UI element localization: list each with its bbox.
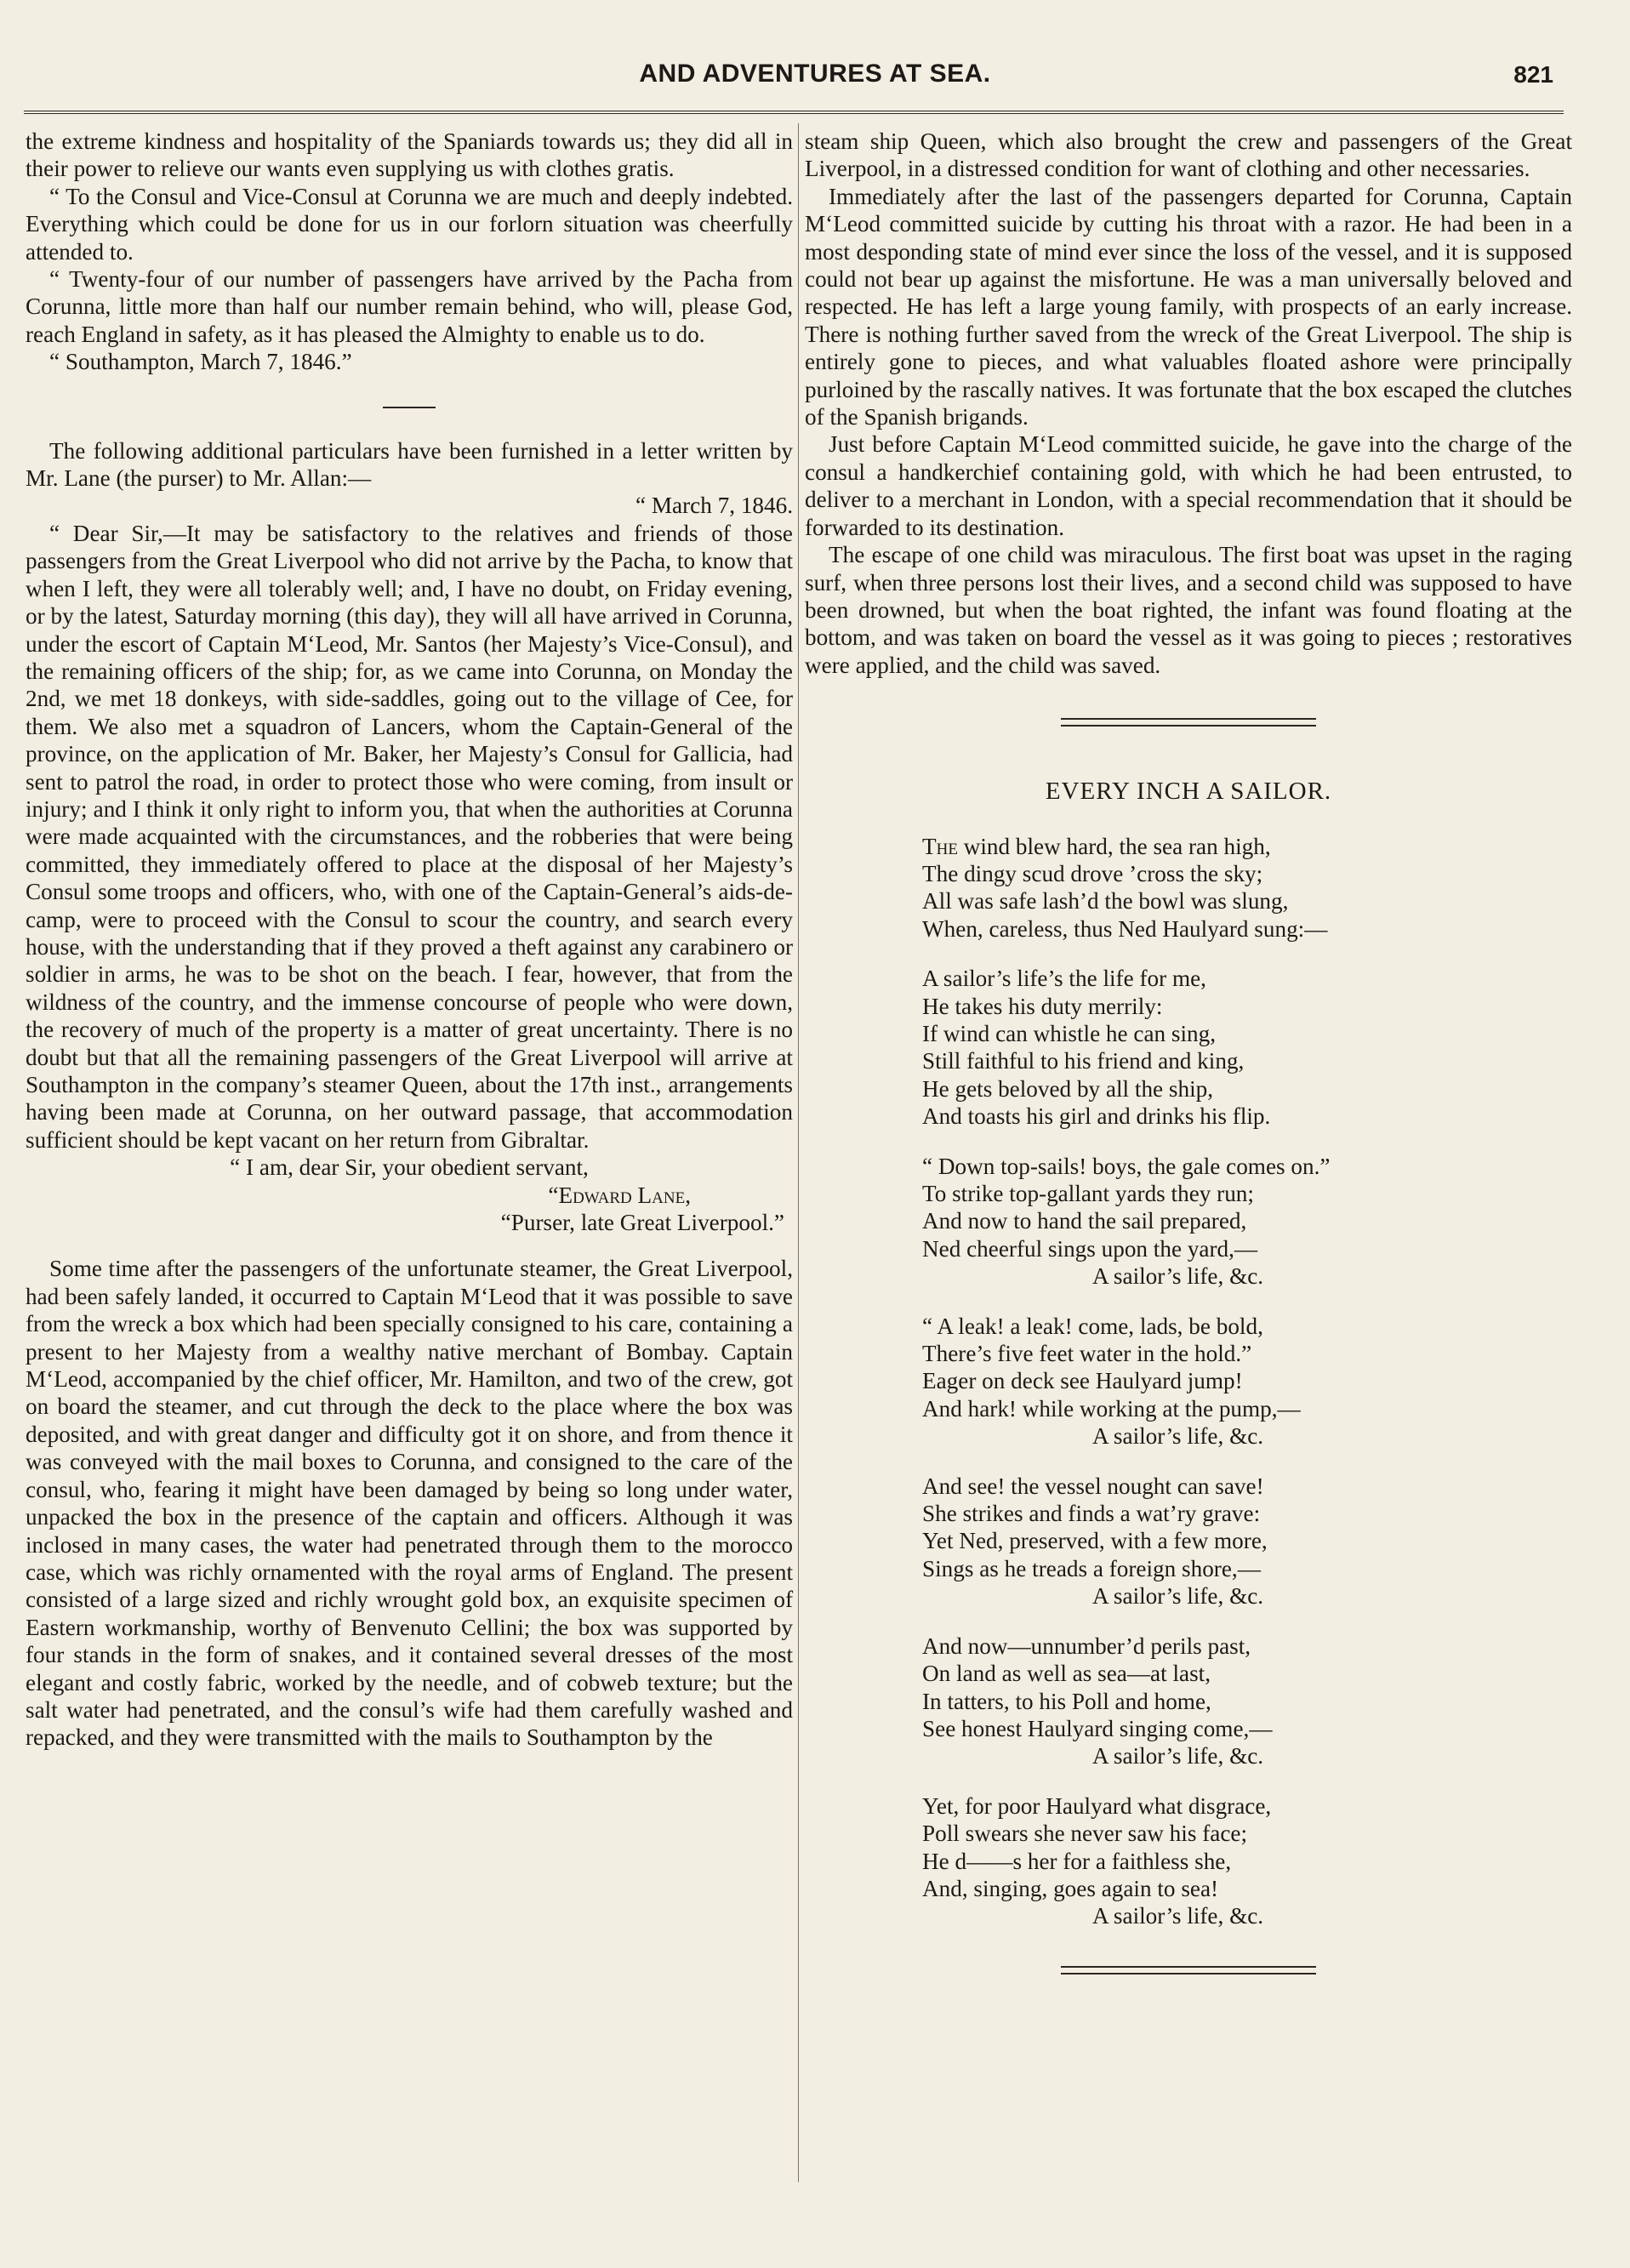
poem-line: He takes his duty merrily: (922, 993, 1163, 1019)
poem-line: Poll swears she never saw his face; (922, 1821, 1248, 1847)
column-divider (798, 123, 799, 2182)
poem-line: All was safe lash’d the bowl was slung, (922, 888, 1289, 915)
poem-line: See honest Haulyard singing come,— (922, 1715, 1273, 1741)
paragraph: “ To the Consul and Vice-Consul at Corunna we are much and deeply indebted. Everything which could be done for us in our forlorn situation was cheerfully attended to. (26, 183, 793, 265)
poem-stanza (922, 833, 1572, 943)
poem-first-word: The (922, 833, 958, 859)
poem-line: And now to hand the sail prepared, (922, 1208, 1247, 1234)
signature-title: “Purser, late Great Liverpool.” (500, 1210, 784, 1236)
poem-line: She strikes and finds a wat’ry grave: (922, 1501, 1261, 1527)
paragraph: Immediately after the last of the passengers departed for Corunna, Captain M‘Leod committed suicide by cutting his throat with a razor. He had been in a most desponding state of mind ever since the loss of the vessel, and it is supposed could not bear up against the misfortune. He was a man universally beloved and respected. He has left a large young family, with prospects of an early increase. There is nothing further saved from the wreck of the Great Liverpool. The ship is entirely gone to pieces, and what valuables floated ashore were principally purloined by the rascally natives. It was fortunate that the box escaped the clutches of the Spanish brigands. (805, 183, 1572, 430)
paragraph: Just before Captain M‘Leod committed suicide, he gave into the charge of the consul a handkerchief containing gold, with which he had been entrusted, to deliver to a merchant in London, with a special recommendation that it should be forwarded to its destination. (805, 431, 1572, 540)
poem-line: “ A leak! a leak! come, lads, be bold, (922, 1313, 1263, 1339)
poem-stanza (922, 1792, 1572, 1930)
poem-line: And now—unnumber’d perils past, (922, 1633, 1251, 1659)
poem-line: And see! the vessel nought can save! (922, 1473, 1264, 1499)
poem-line: Eager on deck see Haulyard jump! (922, 1368, 1243, 1394)
poem-stanza (922, 1473, 1572, 1610)
header-rule (24, 111, 1564, 114)
end-double-rule (1061, 1966, 1316, 1975)
paragraph: the extreme kindness and hospitality of the Spaniards towards us; they did all in their power to relieve our wants even supplying us with clothes gratis. (26, 128, 793, 182)
poem-stanza (922, 965, 1572, 1130)
poem-line: In tatters, to his Poll and home, (922, 1688, 1211, 1714)
paragraph: The escape of one child was miraculous. The first boat was upset in the raging surf, when three persons lost their lives, and a second child was supposed to have been drowned, but when the boat righted, the infant was found floating at the bottom, and was taken on board the vessel as it was going to pieces ; restoratives were applied, and the child was saved. (805, 542, 1572, 678)
poem-line: There’s five feet water in the hold.” (922, 1341, 1252, 1367)
left-column (26, 128, 793, 1752)
letter-date: “ March 7, 1846. (635, 493, 793, 519)
poem (922, 833, 1572, 1930)
poem-line: “ Down top-sails! boys, the gale comes on.” (922, 1153, 1331, 1179)
right-column (805, 128, 1572, 1975)
running-head (0, 60, 1630, 102)
poem-refrain: A sailor’s life, &c. (1092, 1423, 1264, 1450)
paragraph: “ Twenty-four of our number of passengers have arrived by the Pacha from Corunna, little more than half our number remain behind, who will, please God, reach England in safety, as it has pleased the Almighty to enable us to do. (26, 266, 793, 347)
poem-line: The dingy scud drove ’cross the sky; (922, 860, 1263, 886)
poem-refrain: A sailor’s life, &c. (1092, 1583, 1264, 1610)
poem-line: He d——s her for a faithless she, (922, 1848, 1232, 1874)
letter-body: “ Dear Sir,—It may be satisfactory to the relatives and friends of those passengers from the Great Liverpool who did not arrive by the Pacha, to know that when I left, they were all tolerably well; and, I have no doubt, on Friday evening, or by the latest, Saturday morning (this day), they will all have arrived in Corunna, under the escort of Captain M‘Leod, Mr. Santos (her Majesty’s Vice-Consul), and the remaining officers of the ship; for, as we came into Corunna, on Monday the 2nd, we met 18 donkeys, with side-saddles, going out to the village of Cee, for them. We also met a squadron of Lancers, whom the Captain-General of the province, on the application of Mr. Baker, her Majesty’s Consul for Gallicia, had sent to patrol the road, in order to protect those who were coming, from insult or injury; and I think it only right to inform you, that when the authorities at Corunna were made acquainted with the circumstances, and the robberies that were being committed, they immediately offered to place at the disposal of her Majesty’s Consul some troops and officers, who, with one of the Captain-General’s aids-de-camp, were to proceed with the Consul to scour the country, and search every house, with the understanding that if they proved a theft against any carabinero or soldier in arms, he was to be shot on the beach. I fear, however, that from the wildness of the country, and the immense concourse of people who were down, the recovery of much of the property is a matter of great uncertainty. There is no doubt but that all the remaining passengers of the Great Liverpool will arrive at Southampton in the company’s steamer Queen, about the 17th inst., arrangements having been made at Corunna, on her outward passage, that accommodation sufficient should be kept vacant on her return from Gibraltar. (26, 520, 793, 1153)
poem-line: Sings as he treads a foreign shore,— (922, 1555, 1261, 1581)
poem-refrain: A sailor’s life, &c. (1092, 1903, 1264, 1929)
page-number: 821 (1513, 61, 1553, 88)
letter-signoff: “ I am, dear Sir, your obedient servant, (230, 1154, 589, 1181)
paragraph: Some time after the passengers of the unfortunate steamer, the Great Liverpool, had been safely landed, it occurred to Captain M‘Leod that it was possible to save from the wreck a box which had been specially consigned to his care, containing a present to her Majesty from a wealthy native merchant of Bombay. Captain M‘Leod, accompanied by the chief officer, Mr. Hamilton, and two of the crew, got on board the steamer, and cut through the deck to the place where the box was deposited, and with great danger and difficulty got it on shore, and from thence it was conveyed with the mail boxes to Corunna, and consigned to the care of the consul, who, fearing it might have been damaged by being so long under water, unpacked the box in the presence of the captain and officers. Although it was inclosed in many cases, the water had penetrated through them to the morocco case, which was richly ornamented with the royal arms of England. The present consisted of a large sized and richly wrought gold box, an exquisite specimen of Eastern workmanship, worthy of Benvenuto Cellini; the box was supported by four stands in the form of snakes, and it contained several dresses of the most elegant and costly fabric, worked by the needle, and of cobweb texture; but the salt water had penetrated, and the consul’s wife had them carefully washed and repacked, and they were transmitted with the mails to Southampton by the (26, 1256, 793, 1751)
section-double-rule (1061, 718, 1316, 727)
section-rule (383, 407, 436, 408)
poem-line: When, careless, thus Ned Haulyard sung:— (922, 915, 1328, 942)
poem-line: Yet, for poor Haulyard what disgrace, (922, 1792, 1272, 1819)
paragraph: The following additional particulars have been furnished in a letter written by Mr. Lane (the purser) to Mr. Allan:— (26, 437, 793, 492)
poem-stanza (922, 1153, 1572, 1291)
poem-line: On land as well as sea—at last, (922, 1661, 1211, 1687)
poem-line: A sailor’s life’s the life for me, (922, 966, 1206, 992)
poem-line: He gets beloved by all the ship, (922, 1075, 1214, 1102)
dateline: “ Southampton, March 7, 1846.” (49, 349, 352, 375)
poem-stanza (922, 1313, 1572, 1450)
signature-name: “Edward Lane, (548, 1182, 691, 1208)
spacer (26, 1236, 793, 1255)
poem-line (922, 833, 1572, 860)
paragraph: steam ship Queen, which also brought the crew and passengers of the Great Liverpool, in a distressed condition for want of clothing and other necessaries. (805, 128, 1572, 182)
poem-refrain: A sailor’s life, &c. (1092, 1263, 1264, 1290)
poem-line: And hark! while working at the pump,— (922, 1395, 1301, 1422)
poem-line: Ned cheerful sings upon the yard,— (922, 1235, 1258, 1262)
running-title: AND ADVENTURES AT SEA. (639, 60, 991, 88)
poem-line: Yet Ned, preserved, with a few more, (922, 1528, 1268, 1554)
poem-title: EVERY INCH A SAILOR. (1045, 778, 1332, 806)
poem-line: If wind can whistle he can sing, (922, 1020, 1217, 1046)
poem-line-text: wind blew hard, the sea ran high, (963, 833, 1271, 859)
poem-line: And toasts his girl and drinks his flip. (922, 1103, 1271, 1130)
poem-stanza (922, 1633, 1572, 1770)
poem-line: To strike top-gallant yards they run; (922, 1181, 1254, 1206)
poem-line: Still faithful to his friend and king, (922, 1048, 1245, 1074)
poem-line: And, singing, goes again to sea! (922, 1875, 1219, 1901)
poem-refrain: A sailor’s life, &c. (1092, 1743, 1264, 1769)
